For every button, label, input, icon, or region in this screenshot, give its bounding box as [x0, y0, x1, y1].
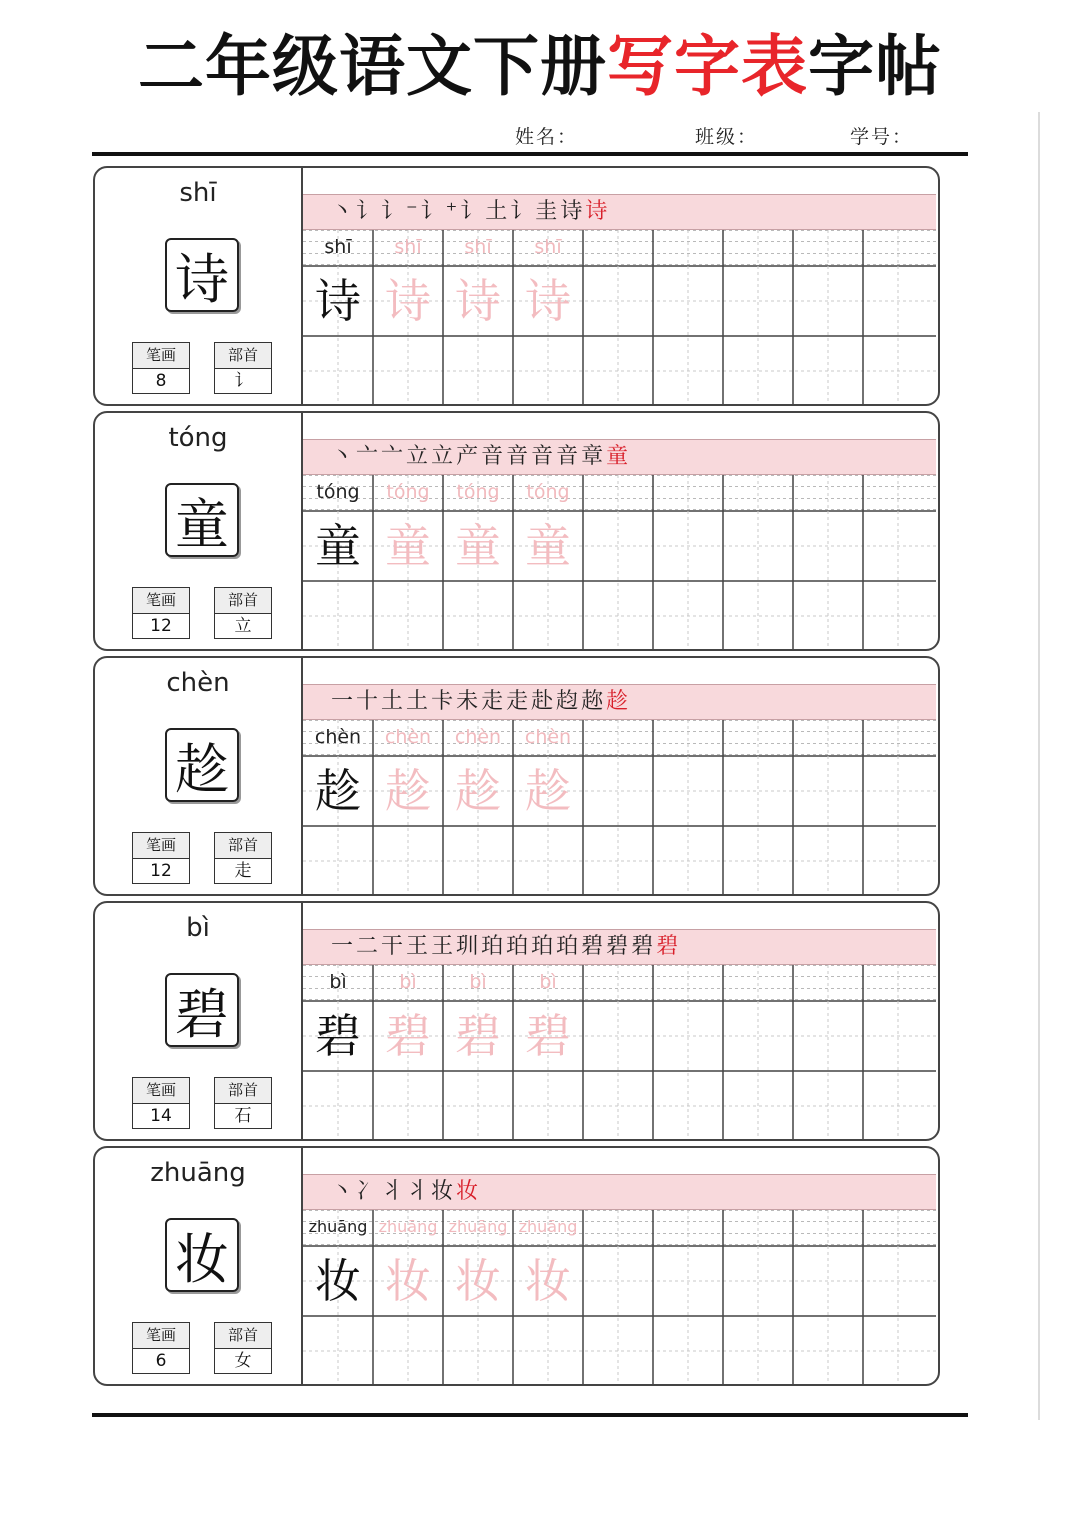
pinyin-trace: zhuāng	[378, 1217, 438, 1236]
stroke-count-value: 8	[155, 371, 167, 391]
character-card	[93, 1146, 940, 1386]
stroke-step: 碧	[631, 934, 657, 959]
radical-box	[214, 1322, 272, 1374]
radical-label: 部首	[215, 833, 271, 859]
stroke-order-bar	[303, 1174, 936, 1210]
character-info-panel	[95, 1148, 303, 1384]
stroke-order-bar	[303, 194, 936, 230]
character-trace: 趁	[455, 764, 501, 818]
character-reference: 童	[315, 519, 361, 573]
stroke-step: 珀	[556, 934, 582, 959]
radical-label: 部首	[215, 588, 271, 614]
stroke-step: 珀	[531, 934, 557, 959]
stroke-step: 丶	[331, 1179, 357, 1204]
stroke-step: 丬	[406, 1179, 432, 1204]
radical-box	[214, 832, 272, 884]
stroke-step: 丬	[381, 1179, 407, 1204]
character-pinyin: shī	[179, 178, 217, 208]
stroke-step: 讠圭	[510, 199, 561, 224]
title-part-1: 二年级语文下册	[138, 28, 607, 105]
stroke-step: 赹	[556, 689, 582, 714]
character-pinyin: zhuāng	[150, 1158, 246, 1188]
character-trace: 诗	[455, 274, 501, 328]
stroke-step: 土	[406, 689, 432, 714]
name-label: 姓名：	[515, 126, 579, 148]
character-display: 妆	[165, 1218, 239, 1292]
pinyin-trace: chèn	[384, 726, 432, 748]
radical-value: 石	[234, 1106, 252, 1126]
radical-label: 部首	[215, 1323, 271, 1349]
character-trace: 妆	[525, 1254, 571, 1308]
stroke-step: 趂	[581, 689, 607, 714]
stroke-step: 王	[406, 934, 432, 959]
character-display: 碧	[165, 973, 239, 1047]
stroke-step: 妆	[456, 1179, 482, 1204]
stroke-count-value: 12	[150, 861, 172, 881]
stroke-step: 立	[406, 444, 432, 469]
stroke-step: 卡	[431, 689, 457, 714]
stroke-step: 妆	[431, 1179, 457, 1204]
character-trace: 童	[455, 519, 501, 573]
stroke-count-box	[132, 1077, 190, 1129]
pinyin-trace: zhuāng	[448, 1217, 508, 1236]
stroke-step: 珀	[506, 934, 532, 959]
stroke-step: 产	[456, 444, 482, 469]
character-trace: 妆	[455, 1254, 501, 1308]
radical-value: 立	[234, 616, 252, 636]
character-pinyin: chèn	[166, 668, 230, 698]
stroke-count-value: 14	[150, 1106, 172, 1126]
stroke-step: 音	[481, 444, 507, 469]
character-pinyin: bì	[186, 913, 210, 943]
stroke-step: 走	[506, 689, 532, 714]
stroke-step: 音	[556, 444, 582, 469]
pinyin-reference: chèn	[314, 726, 362, 748]
pinyin-trace: bì	[399, 971, 417, 993]
pinyin-trace: shī	[394, 236, 422, 258]
pinyin-trace: bì	[469, 971, 487, 993]
stroke-step: 丶	[331, 199, 357, 224]
stroke-step: 碧	[656, 934, 682, 959]
radical-box	[214, 587, 272, 639]
character-info-panel	[95, 168, 303, 404]
stroke-step: 干	[381, 934, 407, 959]
radical-value: 讠	[234, 371, 252, 391]
pinyin-reference: zhuāng	[308, 1217, 368, 1236]
stroke-step: 丶	[331, 444, 357, 469]
radical-value: 女	[234, 1351, 252, 1371]
stroke-step: 二	[356, 934, 382, 959]
character-reference: 趁	[315, 764, 361, 818]
character-reference: 碧	[315, 1009, 361, 1063]
stroke-step: 走	[481, 689, 507, 714]
character-trace: 妆	[385, 1254, 431, 1308]
pinyin-trace: shī	[534, 236, 562, 258]
character-info-panel	[95, 903, 303, 1139]
number-label: 学号：	[850, 126, 914, 148]
stroke-count-value: 12	[150, 616, 172, 636]
stroke-order-sequence	[331, 932, 681, 962]
stroke-count-value: 6	[155, 1351, 167, 1371]
stroke-count-label: 笔画	[133, 1078, 189, 1104]
pinyin-trace: tóng	[386, 481, 430, 503]
character-trace: 童	[385, 519, 431, 573]
stroke-step: 讠	[356, 199, 382, 224]
page-edge-line	[1038, 112, 1040, 1420]
stroke-count-label: 笔画	[133, 343, 189, 369]
stroke-step: 碧	[606, 934, 632, 959]
stroke-step: 未	[456, 689, 482, 714]
character-info-panel	[95, 658, 303, 894]
pinyin-trace: chèn	[524, 726, 572, 748]
character-trace: 碧	[525, 1009, 571, 1063]
stroke-step: 音	[531, 444, 557, 469]
character-card	[93, 901, 940, 1141]
pinyin-trace: tóng	[526, 481, 570, 503]
pinyin-trace: chèn	[454, 726, 502, 748]
stroke-step: 玔	[456, 934, 482, 959]
character-reference: 妆	[315, 1254, 361, 1308]
character-trace: 碧	[385, 1009, 431, 1063]
pinyin-reference: bì	[329, 971, 347, 993]
character-info-panel	[95, 413, 303, 649]
stroke-step: 立	[431, 444, 457, 469]
stroke-step: 亠	[381, 444, 407, 469]
stroke-order-bar	[303, 684, 936, 720]
character-card	[93, 411, 940, 651]
stroke-step: 亠	[356, 444, 382, 469]
stroke-count-label: 笔画	[133, 1323, 189, 1349]
character-card	[93, 656, 940, 896]
stroke-step: 童	[606, 444, 632, 469]
character-trace: 趁	[385, 764, 431, 818]
stroke-step: 十	[356, 689, 382, 714]
character-pinyin: tóng	[168, 423, 228, 453]
pinyin-reference: shī	[324, 236, 352, 258]
stroke-step: 赴	[531, 689, 557, 714]
stroke-step: 一	[331, 689, 357, 714]
page-title	[0, 22, 1080, 112]
stroke-step: 王	[431, 934, 457, 959]
stroke-step: 诗	[585, 199, 611, 224]
stroke-step: 珀	[481, 934, 507, 959]
character-display: 诗	[165, 238, 239, 312]
stroke-step: 土	[381, 689, 407, 714]
stroke-order-bar	[303, 439, 936, 475]
stroke-count-box	[132, 1322, 190, 1374]
stroke-step: 章	[581, 444, 607, 469]
pinyin-trace: tóng	[456, 481, 500, 503]
radical-box	[214, 342, 272, 394]
stroke-step: 讠⁻	[381, 199, 421, 224]
stroke-step: 音	[506, 444, 532, 469]
title-part-accent: 写字表	[607, 28, 808, 105]
pinyin-trace: shī	[464, 236, 492, 258]
stroke-count-label: 笔画	[133, 833, 189, 859]
stroke-step: 冫	[356, 1179, 382, 1204]
radical-value: 走	[234, 861, 252, 881]
stroke-step: 一	[331, 934, 357, 959]
bottom-rule	[92, 1413, 968, 1417]
character-trace: 趁	[525, 764, 571, 818]
radical-label: 部首	[215, 1078, 271, 1104]
character-trace: 诗	[525, 274, 571, 328]
stroke-order-sequence	[331, 442, 631, 472]
pinyin-reference: tóng	[316, 481, 360, 503]
pinyin-trace: zhuāng	[518, 1217, 578, 1236]
stroke-count-box	[132, 587, 190, 639]
stroke-count-box	[132, 832, 190, 884]
stroke-step: 趁	[606, 689, 632, 714]
stroke-count-box	[132, 342, 190, 394]
stroke-step: 诗	[560, 199, 586, 224]
character-display: 趁	[165, 728, 239, 802]
stroke-order-sequence	[331, 687, 631, 717]
stroke-step: 碧	[581, 934, 607, 959]
radical-box	[214, 1077, 272, 1129]
character-trace: 碧	[455, 1009, 501, 1063]
stroke-step: 讠⁺	[420, 199, 461, 224]
class-label: 班级：	[695, 126, 759, 148]
character-display: 童	[165, 483, 239, 557]
pinyin-trace: bì	[539, 971, 557, 993]
stroke-step: 讠土	[460, 199, 511, 224]
stroke-order-bar	[303, 929, 936, 965]
stroke-order-sequence	[331, 197, 610, 227]
top-rule	[92, 152, 968, 156]
title-part-3: 字帖	[808, 28, 942, 105]
character-trace: 诗	[385, 274, 431, 328]
character-card	[93, 166, 940, 406]
character-reference: 诗	[315, 274, 361, 328]
stroke-order-sequence	[331, 1177, 481, 1207]
character-trace: 童	[525, 519, 571, 573]
radical-label: 部首	[215, 343, 271, 369]
stroke-count-label: 笔画	[133, 588, 189, 614]
